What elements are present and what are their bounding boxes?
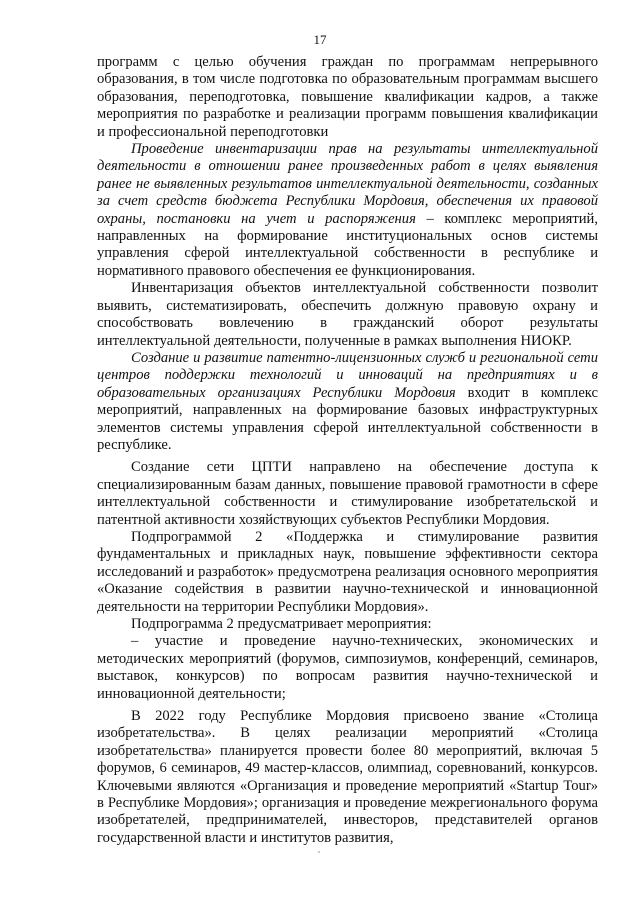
paragraph-patent-services xyxy=(97,350,598,454)
paragraph-subprogram-2: Подпрограммой 2 «Поддержка и стимулирование развития фундаментальных и прикладных наук, повышение эффективности сектора исследований и разработок» предусмотрена реализация основного мероприятия «Оказание содействия в развитии научно-технической и инновационной деятельности на территории Республики Мордовия». xyxy=(97,528,598,615)
paragraph-inventory-rights-emphasis: Проведение инвентаризации прав на результаты интеллектуальной деятельности в отношении ранее произведенных работ в целях выявления ранее не выявленных результатов интеллектуальной деятельности, созданных за счет средств бюджета Республики Мордовия, обеспечения их правовой охраны, постановки на учет и распоряжения xyxy=(97,141,598,227)
paragraph-patent-services-emphasis: Создание и развитие патентно-лицензионных служб и региональной сети центров поддержки технологий и инноваций на предприятиях и в образовательных организациях Республики Мордовия xyxy=(97,349,598,401)
paragraph-subprogram-2-measures: Подпрограмма 2 предусматривает мероприятия: xyxy=(131,616,432,632)
paragraph-patent-services-text: входит в комплекс мероприятий, направленных на формирование базовых инфраструктурных элементов системы управления сферой интеллектуальной собственности в республике. xyxy=(97,384,598,453)
document-body xyxy=(97,54,598,847)
scan-speck xyxy=(318,851,320,853)
paragraph-invention-capital: В 2022 году Республике Мордовия присвоено звание «Столица изобретательства». В целях реализации мероприятий «Столица изобретательства» планируется провести более 80 мероприятий, включая 5 форумов, 6 семинаров, 49 мастер-классов, олимпиад, соревнований, конкурсов. Ключевыми являются «Организация и проведение мероприятий «Startup Tour» в Республике Мордовия»; организация и проведение межрегионального форума изобретателей, предпринимателей, инвесторов, представителей органов государственной власти и институтов развития, xyxy=(97,708,598,846)
paragraph-tisc-network: Создание сети ЦПТИ направлено на обеспечение доступа к специализированным базам данных, повышение правовой грамотности в сфере интеллектуальной собственности и стимулирование изобретательской и патентной активности хозяйствующих субъектов Республики Мордовия. xyxy=(97,459,598,528)
page-number: 17 xyxy=(313,32,327,47)
paragraph-inventory-rights xyxy=(97,141,598,280)
list-item-events: – участие и проведение научно-технических, экономических и методических мероприятий (форумов, симпозиумов, конференций, семинаров, выставок, конкурсов) по вопросам развития научно-технической и инновационной деятельности; xyxy=(97,633,598,702)
paragraph-inventory-rights-text: – комплекс мероприятий, направленных на формирование институциональных основ системы управления сферой интеллектуальной собственности в республике и нормативного правового обеспечения ее функционирования. xyxy=(97,210,598,279)
paragraph-inventory-objects: Инвентаризация объектов интеллектуальной собственности позволит выявить, систематизировать, обеспечить должную правовую охрану и способствовать вовлечению в гражданский оборот результаты интеллектуальной деятельности, полученные в рамках выполнения НИОКР. xyxy=(97,280,598,349)
paragraph-program-training: программ с целью обучения граждан по программам непрерывного образования, в том числе подготовка по образовательным программам высшего образования, переподготовка, повышение квалификации кадров, а также мероприятия по разработке и реализации программ повышения квалификации и профессиональной переподготовки xyxy=(97,54,598,140)
